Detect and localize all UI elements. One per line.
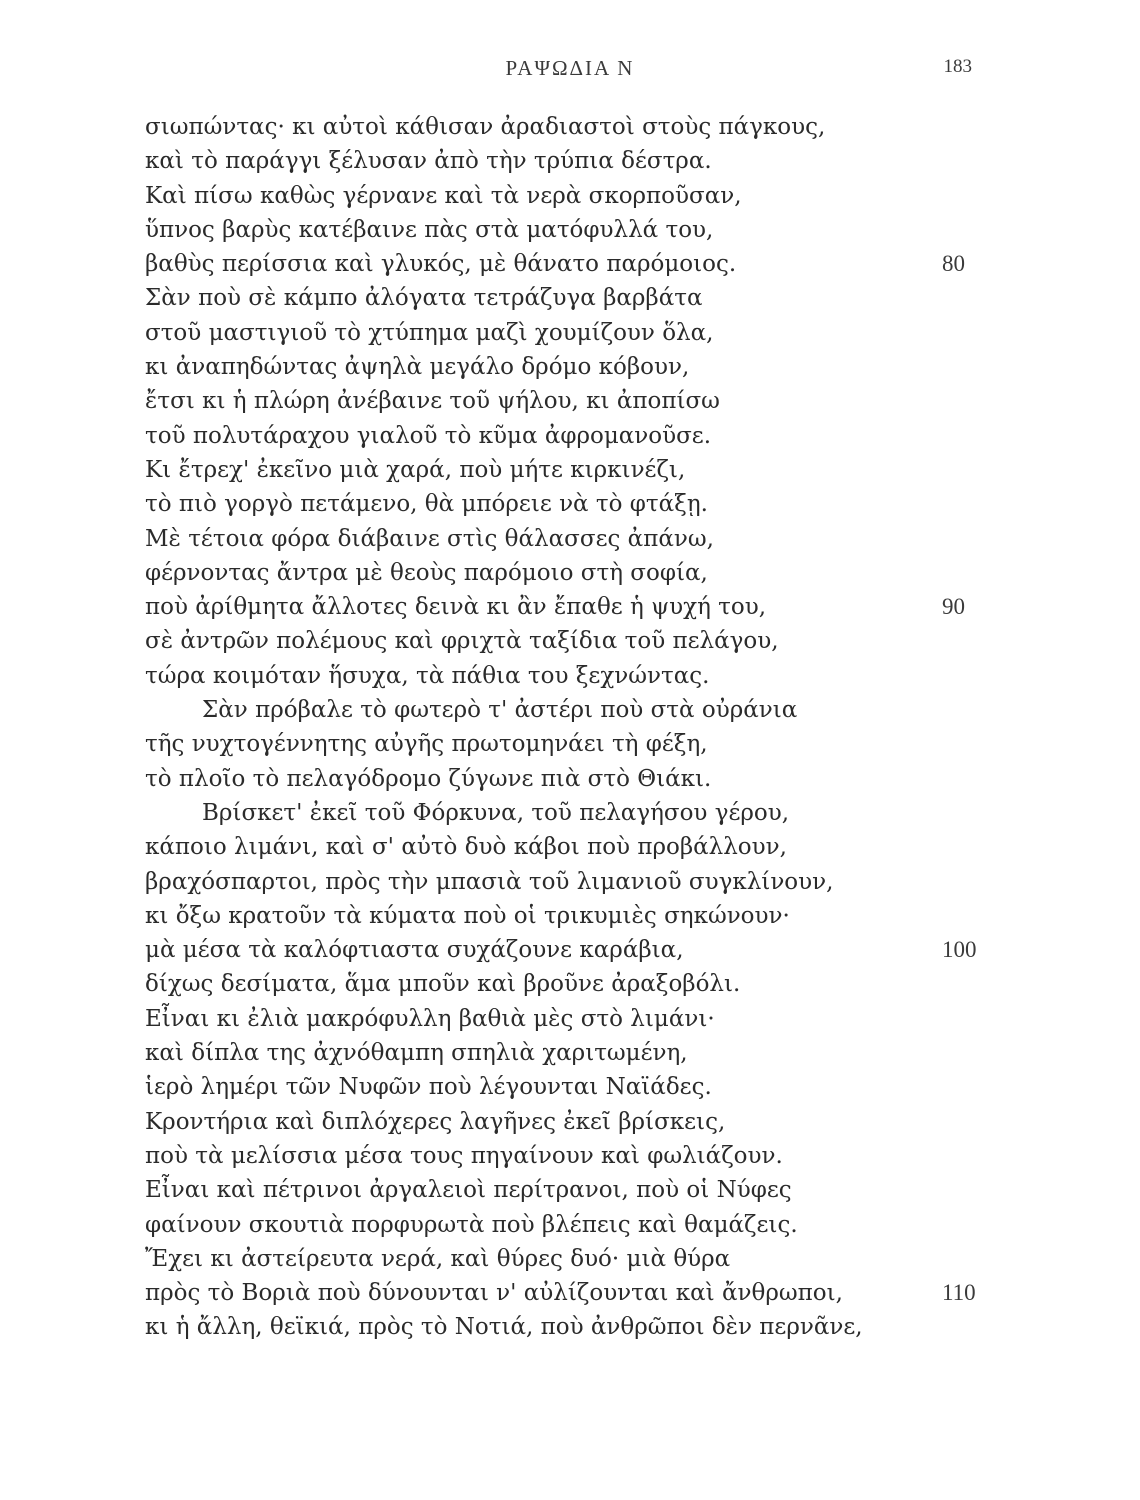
verse-line bbox=[0, 144, 1140, 178]
verse-text: τὸ πλοῖο τὸ πελαγόδρομο ζύγωνε πιὰ στὸ Θιάκι. bbox=[145, 765, 712, 792]
verse-line bbox=[0, 967, 1140, 1001]
verse-line bbox=[0, 179, 1140, 213]
verse-line bbox=[0, 1105, 1140, 1139]
verse-line bbox=[0, 384, 1140, 418]
verse-line bbox=[0, 281, 1140, 315]
verse-text: στοῦ μαστιγιοῦ τὸ χτύπημα μαζὶ χουμίζουν ὅλα, bbox=[145, 319, 714, 346]
verse-text: κι ἡ ἄλλη, θεϊκιά, πρὸς τὸ Νοτιά, ποὺ ἀνθρῶποι δὲν περνᾶνε, bbox=[145, 1314, 863, 1341]
verse-line bbox=[0, 556, 1140, 590]
verse-line bbox=[0, 1036, 1140, 1070]
verse-line bbox=[0, 762, 1140, 796]
verse-line bbox=[0, 624, 1140, 658]
verse-line bbox=[0, 1208, 1140, 1242]
running-title: ΡΑΨΩΔΙΑ Ν bbox=[505, 56, 635, 80]
verse-text: κι ἀναπηδώντας ἀψηλὰ μεγάλο δρόμο κόβουν, bbox=[145, 354, 690, 381]
verse-text: σὲ ἀντρῶν πολέμους καὶ φριχτὰ ταξίδια τοῦ πελάγου, bbox=[145, 628, 779, 655]
line-number: 100 bbox=[942, 937, 977, 963]
verse-line bbox=[0, 487, 1140, 521]
verse-line bbox=[0, 110, 1140, 144]
verse-line bbox=[0, 899, 1140, 933]
verse-line bbox=[0, 727, 1140, 761]
verse-line bbox=[0, 933, 1140, 967]
verse-line bbox=[0, 213, 1140, 247]
verse-line bbox=[0, 1139, 1140, 1173]
verse-text: τὸ πιὸ γοργὸ πετάμενο, θὰ μπόρειε νὰ τὸ φτάξῃ. bbox=[145, 491, 708, 518]
verse-line bbox=[0, 693, 1140, 727]
verse-line bbox=[0, 419, 1140, 453]
verse-text: ὕπνος βαρὺς κατέβαινε πὰς στὰ ματόφυλλά του, bbox=[145, 216, 714, 243]
verse-text: ἔτσι κι ἡ πλώρη ἀνέβαινε τοῦ ψήλου, κι ἀποπίσω bbox=[145, 388, 720, 415]
verse-line bbox=[0, 453, 1140, 487]
verse-text: Βρίσκετ' ἐκεῖ τοῦ Φόρκυνα, τοῦ πελαγήσου γέρου, bbox=[202, 799, 790, 826]
verse-line bbox=[0, 350, 1140, 384]
verse-line bbox=[0, 522, 1140, 556]
verse-text: κάποιο λιμάνι, καὶ σ' αὐτὸ δυὸ κάβοι ποὺ προβάλλουν, bbox=[145, 834, 787, 861]
verse-text: ἱερὸ λημέρι τῶν Νυφῶν ποὺ λέγουνται Ναϊάδες. bbox=[145, 1074, 712, 1101]
verse-line bbox=[0, 865, 1140, 899]
verse-text: Μὲ τέτοια φόρα διάβαινε στὶς θάλασσες ἀπάνω, bbox=[145, 525, 714, 552]
verse-text: τοῦ πολυτάραχου γιαλοῦ τὸ κῦμα ἀφρομανοῦσε. bbox=[145, 422, 712, 449]
verse-text: βραχόσπαρτοι, πρὸς τὴν μπασιὰ τοῦ λιμανιοῦ συγκλίνουν, bbox=[145, 868, 834, 895]
verse-text: κι ὄξω κρατοῦν τὰ κύματα ποὺ οἱ τρικυμιὲς σηκώνουν· bbox=[145, 902, 790, 929]
line-number: 90 bbox=[942, 594, 965, 620]
verse-text: τῆς νυχτογέννητης αὐγῆς πρωτομηνάει τὴ φέξη, bbox=[145, 731, 708, 758]
verse-line bbox=[0, 1070, 1140, 1104]
verse-text: πρὸς τὸ Βοριὰ ποὺ δύνουνται ν' αὐλίζουνται καὶ ἄνθρωποι, bbox=[145, 1280, 843, 1307]
verse-text: Σὰν ποὺ σὲ κάμπο ἀλόγατα τετράζυγα βαρβάτα bbox=[145, 285, 703, 312]
verse-line bbox=[0, 659, 1140, 693]
verse-text: ποὺ τὰ μελίσσια μέσα τους πηγαίνουν καὶ φωλιάζουν. bbox=[145, 1142, 783, 1169]
verse-line bbox=[0, 316, 1140, 350]
verse-text: τώρα κοιμόταν ἥσυχα, τὰ πάθια του ξεχνώντας. bbox=[145, 662, 710, 689]
verse-text: δίχως δεσίματα, ἅμα μποῦν καὶ βροῦνε ἀραξοβόλι. bbox=[145, 971, 741, 998]
verse-line bbox=[0, 1173, 1140, 1207]
verse-text: Κροντήρια καὶ διπλόχερες λαγῆνες ἐκεῖ βρίσκεις, bbox=[145, 1108, 726, 1135]
verse-text: φαίνουν σκουτιὰ πορφυρωτὰ ποὺ βλέπεις καὶ θαμάζεις. bbox=[145, 1211, 798, 1238]
verse-text: φέρνοντας ἄντρα μὲ θεοὺς παρόμοιο στὴ σοφία, bbox=[145, 559, 708, 586]
verse-text: Σὰν πρόβαλε τὸ φωτερὸ τ' ἀστέρι ποὺ στὰ οὐράνια bbox=[202, 697, 798, 724]
verse-line bbox=[0, 796, 1140, 830]
verse-text: Κι ἔτρεχ' ἐκεῖνο μιὰ χαρά, ποὺ μήτε κιρκινέζι, bbox=[145, 456, 686, 483]
verse-text: ποὺ ἀρίθμητα ἄλλοτες δεινὰ κι ἂν ἔπαθε ἡ ψυχή του, bbox=[145, 594, 767, 621]
verse-text: καὶ δίπλα της ἀχνόθαμπη σπηλιὰ χαριτωμένη, bbox=[145, 1040, 688, 1067]
verse-text: Ἔχει κι ἀστείρευτα νερά, καὶ θύρες δυό· μιὰ θύρα bbox=[145, 1245, 731, 1272]
verse-text: Εἶναι κι ἐλιὰ μακρόφυλλη βαθιὰ μὲς στὸ λιμάνι· bbox=[145, 1005, 715, 1032]
line-number: 110 bbox=[942, 1280, 976, 1306]
verse-line bbox=[0, 1310, 1140, 1344]
verse-line bbox=[0, 247, 1140, 281]
verse-line bbox=[0, 590, 1140, 624]
page-number: 183 bbox=[943, 56, 972, 77]
verse-text: σιωπώντας· κι αὐτοὶ κάθισαν ἀραδιαστοὶ στοὺς πάγκους, bbox=[145, 114, 826, 140]
verse-line bbox=[0, 1002, 1140, 1036]
verse-block bbox=[0, 110, 1140, 1345]
verse-text: μὰ μέσα τὰ καλόφτιαστα συχάζουνε καράβια, bbox=[145, 937, 684, 964]
verse-text: Εἶναι καὶ πέτρινοι ἀργαλειοὶ περίτρανοι, ποὺ οἱ Νύφες bbox=[145, 1177, 792, 1204]
verse-text: Καὶ πίσω καθὼς γέρνανε καὶ τὰ νερὰ σκορποῦσαν, bbox=[145, 182, 742, 209]
verse-line bbox=[0, 1276, 1140, 1310]
line-number: 80 bbox=[942, 251, 965, 277]
verse-text: καὶ τὸ παράγγι ξέλυσαν ἀπὸ τὴν τρύπια δέστρα. bbox=[145, 148, 712, 175]
verse-line bbox=[0, 1242, 1140, 1276]
verse-text: βαθὺς περίσσια καὶ γλυκός, μὲ θάνατο παρόμοιος. bbox=[145, 251, 737, 278]
verse-line bbox=[0, 830, 1140, 864]
